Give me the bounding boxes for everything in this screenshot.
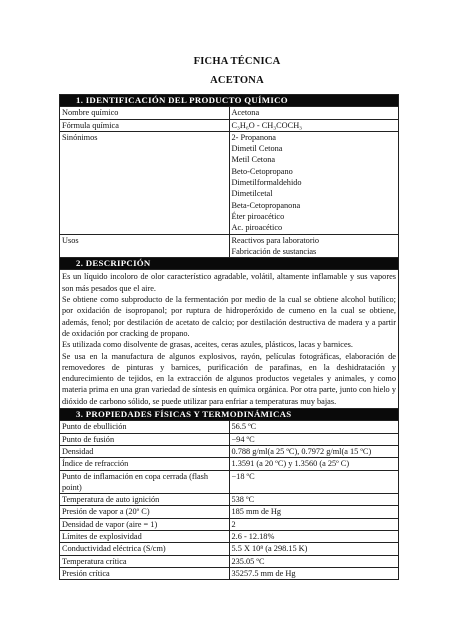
property-value: 0.788 g/ml(a 25 ºC), 0.7972 g/ml(a 15 ºC) [229, 445, 399, 457]
description-paragraph: Se usa en la manufactura de algunos explosivos, rayón, películas fotográficas, elaboración de removedores de pinturas y barnices, purificación de parafinas, en la deshidratación y endurecimiento de tejidos, en la extracción de algunos productos vegetales y animales, y como materia prima en una gran variedad de síntesis en química orgánica. Por otra parte, junto con hielo y dióxido de carbono sólido, se puede utilizar para enfriar a temperaturas muy bajas. [62, 351, 396, 406]
list-item: Fabricación de sustancias [231, 246, 317, 256]
row-label: Fórmula química [60, 119, 230, 131]
property-value: 5.5 X 10⁸ (a 298.15 K) [229, 543, 399, 555]
list-item: Beto-Cetopropano [231, 166, 293, 176]
table-row [60, 107, 399, 119]
list-item: 2- Propanona [231, 132, 276, 142]
property-label: Índice de refracción [60, 458, 230, 470]
table-row [60, 421, 399, 433]
document-title: FICHA TÉCNICA [193, 56, 281, 67]
table-row [60, 530, 399, 542]
list-item: Dimetil Cetona [231, 144, 283, 154]
row-value: Acetona [229, 107, 399, 119]
property-value: −94 ºC [229, 433, 399, 445]
property-label: Temperatura crítica [60, 555, 230, 567]
table-row [60, 518, 399, 530]
property-label: Punto de inflamación en copa cerrada (flash point) [60, 470, 230, 494]
table-row [60, 270, 399, 409]
table-row [60, 494, 399, 506]
property-value: 2.6 - 12.18% [229, 530, 399, 542]
section-header [60, 95, 399, 107]
property-label: Temperatura de auto ignición [60, 494, 230, 506]
table-row [60, 470, 399, 494]
property-value: 2 [229, 518, 399, 530]
table-row [60, 567, 399, 579]
list-item: Metil Cetona [231, 155, 276, 165]
row-label: Nombre químico [60, 107, 230, 119]
property-value: 35257.5 mm de Hg [229, 567, 399, 579]
list-item: Dimetilcetal [231, 189, 273, 199]
property-value: 185 mm de Hg [229, 506, 399, 518]
synonyms-list [229, 131, 399, 234]
property-label: Punto de fusión [60, 433, 230, 445]
section-2-header: 2. DESCRIPCIÓN [60, 258, 399, 270]
property-label: Presión de vapor a (20º C) [60, 506, 230, 518]
identification-table [59, 94, 399, 580]
row-label: Sinónimos [60, 131, 230, 234]
property-value: 538 ºC [229, 494, 399, 506]
list-item: Beta-Cetopropanona [231, 200, 301, 210]
property-label: Punto de ebullición [60, 421, 230, 433]
table-row [60, 445, 399, 457]
table-row [60, 555, 399, 567]
uses-list [229, 234, 399, 258]
section-1-header: 1. IDENTIFICACIÓN DEL PRODUCTO QUÍMICO [60, 95, 399, 107]
list-item: Dimetilformaldehido [231, 178, 302, 188]
section-header [60, 409, 399, 421]
row-value: C₃H₆O - CH₃COCH₃ [229, 119, 399, 131]
property-label: Densidad [60, 445, 230, 457]
property-value: 235.05 ºC [229, 555, 399, 567]
list-item: Ac. piroacético [231, 223, 283, 233]
property-value: −18 ºC [229, 470, 399, 494]
property-label: Conductividad eléctrica (S/cm) [60, 543, 230, 555]
description-paragraph: Es utilizada como disolvente de grasas, aceites, ceras azules, plásticos, lacas y barnices. [62, 340, 353, 350]
table-row [60, 234, 399, 258]
description-paragraph: Es un líquido incoloro de olor característico agradable, volátil, altamente inflamable y sus vapores son más pesados que el aire. [62, 272, 396, 293]
section-3-header: 3. PROPIEDADES FÍSICAS Y TERMODINÁMICAS [60, 409, 399, 421]
section-header [60, 258, 399, 270]
table-row [60, 119, 399, 131]
description-paragraph: Se obtiene como subproducto de la fermentación por medio de la cual se obtiene alcohol butílico; por oxidación de isopropanol; por ruptura de hidroperóxido de cumeno en la cual se obtiene, además, fenol; por destilación de acetato de calcio; por destilación destructiva de madera y a partir de oxidación por cracking de propano. [62, 295, 396, 338]
table-row [60, 543, 399, 555]
table-row [60, 506, 399, 518]
property-label: Presión crítica [60, 567, 230, 579]
property-label: Límites de explosividad [60, 530, 230, 542]
description-text [60, 270, 399, 409]
table-row [60, 433, 399, 445]
table-row [60, 458, 399, 470]
property-value: 56.5 ºC [229, 421, 399, 433]
row-label: Usos [60, 234, 230, 258]
property-label: Densidad de vapor (aire = 1) [60, 518, 230, 530]
document-subtitle: ACETONA [210, 75, 264, 86]
list-item: Éter piroacético [231, 211, 285, 221]
list-item: Reactivos para laboratorio [231, 235, 320, 245]
table-row [60, 131, 399, 234]
property-value: 1.3591 (a 20 ºC) y 1.3560 (a 25º C) [229, 458, 399, 470]
